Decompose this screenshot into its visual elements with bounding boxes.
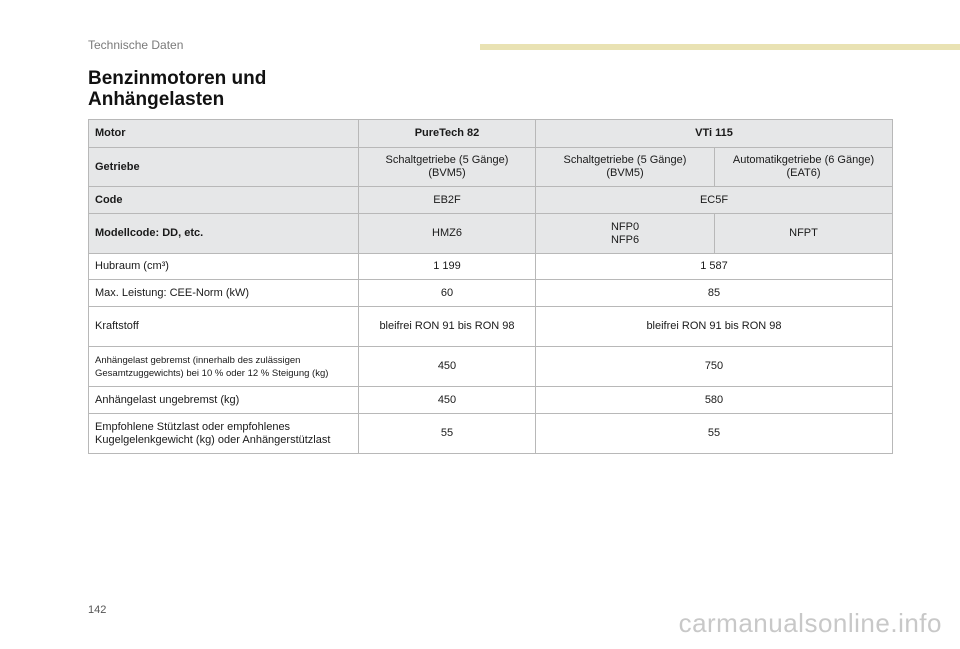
row-label-hubraum: Hubraum (cm³): [89, 254, 359, 280]
getriebe-cell-2: [536, 148, 715, 187]
modellcode-cell-3: NFPT: [715, 214, 893, 254]
row-label-anhaengelast-gebremst: [89, 347, 359, 387]
value-cell-1: 1 199: [359, 254, 536, 280]
code-cell-1: EB2F: [359, 187, 536, 214]
getriebe-cell-1: [359, 148, 536, 187]
table-row: [89, 254, 893, 280]
getriebe-3-line-1: Automatikgetriebe (6 Gänge): [732, 154, 875, 166]
engine-name-2: VTi 115: [536, 120, 893, 148]
value-cell-1: 60: [359, 280, 536, 307]
engine-name-1: PureTech 82: [359, 120, 536, 148]
getriebe-2-line-2: (BVM5): [606, 167, 644, 179]
getriebe-cell-3: [715, 148, 893, 187]
value-cell-2: 85: [536, 280, 893, 307]
running-header: Technische Daten: [88, 38, 184, 52]
table-row: [89, 280, 893, 307]
table-row: [89, 307, 893, 347]
value-cell-1: 450: [359, 347, 536, 387]
table-row-code: [89, 187, 893, 214]
getriebe-2-line-1: Schaltgetriebe (5 Gänge): [563, 154, 687, 166]
value-cell-1: 450: [359, 387, 536, 414]
stuetzlast-line-1: Empfohlene Stützlast oder empfohlenes: [95, 420, 291, 433]
value-cell-1: 55: [359, 414, 536, 454]
row-label-modellcode: Modellcode: DD, etc.: [89, 214, 359, 254]
page-title: [88, 68, 266, 110]
row-label-getriebe: Getriebe: [89, 148, 359, 187]
table-row: [89, 347, 893, 387]
table-row-modellcode: [89, 214, 893, 254]
getriebe-1-line-2: (BVM5): [428, 167, 466, 179]
row-label-code: Code: [89, 187, 359, 214]
header-accent-bar: [480, 44, 960, 50]
value-cell-2: 1 587: [536, 254, 893, 280]
stuetzlast-line-2: Kugelgelenkgewicht (kg) oder Anhängerstützlast: [95, 433, 331, 446]
value-cell-2: 750: [536, 347, 893, 387]
value-cell-2: 580: [536, 387, 893, 414]
modellcode-2-line-2: NFP6: [610, 233, 640, 246]
page-title-line-2: Anhängelasten: [88, 89, 225, 110]
table-row: [89, 414, 893, 454]
page-number: 142: [88, 604, 107, 616]
anhaengelast-gebremst-line-2: Gesamtzuggewichts) bei 10 % oder 12 % Steigung (kg): [95, 367, 329, 379]
watermark: carmanualsonline.info: [678, 608, 942, 638]
code-cell-2: EC5F: [536, 187, 893, 214]
engine-specs-table: [88, 119, 893, 454]
getriebe-3-line-2: (EAT6): [786, 167, 821, 179]
value-cell-2: bleifrei RON 91 bis RON 98: [536, 307, 893, 347]
value-cell-2: 55: [536, 414, 893, 454]
modellcode-2-line-1: NFP0: [610, 220, 640, 233]
anhaengelast-gebremst-line-1: Anhängelast gebremst (innerhalb des zulässigen: [95, 354, 301, 366]
page-title-line-1: Benzinmotoren und: [88, 68, 267, 89]
value-cell-1: bleifrei RON 91 bis RON 98: [359, 307, 536, 347]
row-label-stuetzlast: [89, 414, 359, 454]
getriebe-1-line-1: Schaltgetriebe (5 Gänge): [385, 154, 509, 166]
modellcode-cell-1: HMZ6: [359, 214, 536, 254]
row-label-kraftstoff: Kraftstoff: [89, 307, 359, 347]
table-row: [89, 387, 893, 414]
modellcode-cell-2: [536, 214, 715, 254]
table-row-getriebe: [89, 148, 893, 187]
table-row-motor: [89, 120, 893, 148]
row-label-anhaengelast-ungebremst: Anhängelast ungebremst (kg): [89, 387, 359, 414]
row-label-motor: Motor: [89, 120, 359, 148]
row-label-leistung: Max. Leistung: CEE-Norm (kW): [89, 280, 359, 307]
